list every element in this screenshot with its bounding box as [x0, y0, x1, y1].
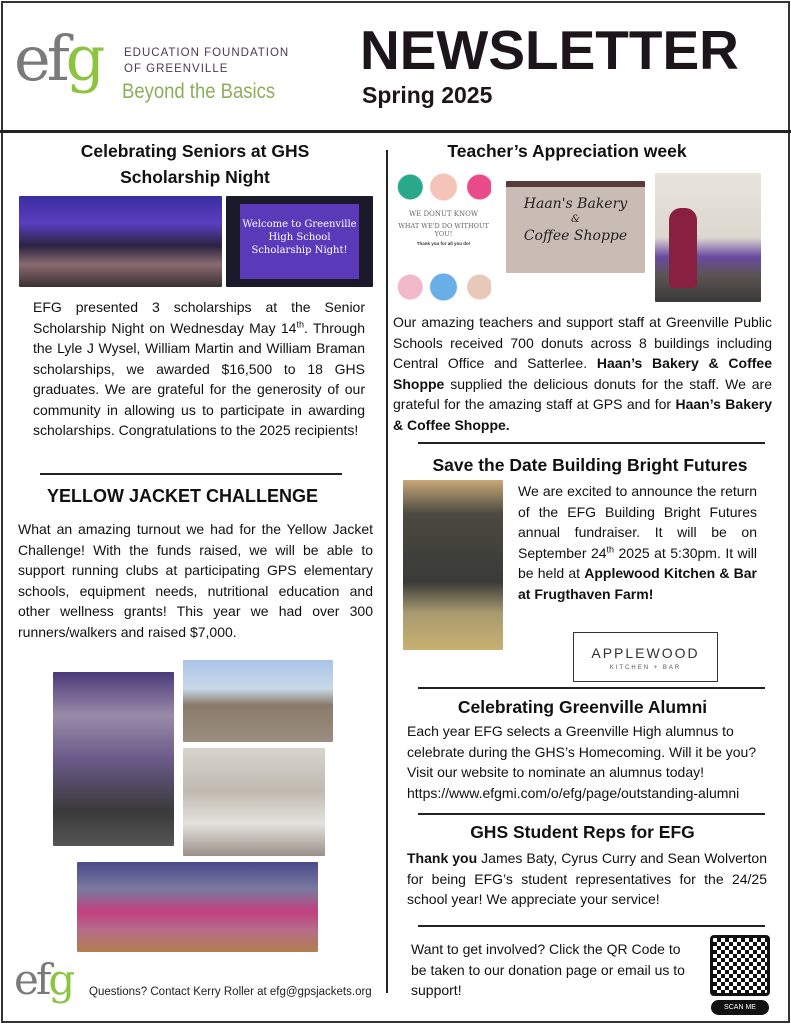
scholarship-night-stage-photo — [19, 196, 222, 287]
slide-text: Welcome to Greenville High School Scholarship Night! — [240, 204, 359, 279]
student-reps-body: Thank you James Baty, Cyrus Curry and Sean Wolverton for being EFG’s student representatives for the 24/25 school year! We appreciate your service! — [407, 850, 767, 907]
event-chalkboard-photo — [403, 480, 503, 650]
yellow-jacket-heading: YELLOW JACKET CHALLENGE — [46, 486, 318, 506]
haans-bakery-sign-photo — [506, 181, 645, 273]
column-divider — [386, 150, 388, 993]
poster-line-3: Thank you for all you do! — [416, 241, 471, 246]
runners-photo — [183, 660, 333, 742]
issue-label: Spring 2025 — [362, 82, 493, 108]
contact-text: Questions? Contact Kerry Roller at efg@gpsjackets.org — [89, 986, 372, 998]
nutrition-class-photo — [183, 748, 325, 856]
donut-icons — [396, 271, 491, 303]
teachers-heading: Teacher’s Appreciation week — [447, 141, 687, 161]
applewood-sub: KITCHEN + BAR — [609, 665, 682, 671]
donut-poster-image — [396, 172, 491, 303]
sign-line-3: Coffee Shoppe — [523, 228, 628, 244]
save-the-date-heading: Save the Date Building Bright Futures — [432, 455, 748, 475]
teacher-with-donuts-photo — [655, 173, 761, 302]
sign-line-2: & — [571, 214, 580, 225]
group-photo — [77, 862, 318, 952]
gym-weights-photo — [53, 672, 174, 846]
footer-efg-logo: efg — [14, 955, 73, 1004]
donut-icons — [396, 172, 491, 202]
header-divider — [0, 130, 791, 133]
sign-line-1: Haan's Bakery — [523, 196, 628, 212]
yellow-jacket-body: What an amazing turnout we had for the Yellow Jacket Challenge! With the funds raised, we will be able to support running clubs at participating GPS elementary schools, equipment needs, nutritional education and other wellness grants! This year we had over 300 runners/walkers and raised $7,000. — [18, 521, 373, 640]
org-name-line2: OF GREENVILLE — [124, 63, 229, 75]
section-divider — [40, 473, 342, 475]
scan-me-badge[interactable]: SCAN ME — [711, 1000, 769, 1015]
poster-line-1: WE DONUT KNOW — [408, 210, 479, 218]
poster-line-2: WHAT WE'D DO WITHOUT YOU! — [398, 222, 489, 238]
person-figure — [669, 208, 697, 288]
applewood-name: APPLEWOOD — [591, 645, 700, 661]
alumni-body: Each year EFG selects a Greenville High alumnus to celebrate during the GHS’s Homecoming. Will it be you? Visit our website to nominate an alumnus today! https://www.efgmi.com/o/efg/page/outstanding-alumni — [407, 723, 757, 801]
logo-letters: efg — [14, 22, 102, 95]
org-name-line1: EDUCATION FOUNDATION — [124, 47, 290, 59]
section-divider — [418, 442, 765, 444]
alumni-link[interactable]: https://www.efgmi.com/o/efg/page/outstanding-alumni — [407, 784, 740, 801]
newsletter-title: NEWSLETTER — [360, 19, 739, 81]
seniors-heading-2: Scholarship Night — [120, 167, 270, 187]
student-reps-heading: GHS Student Reps for EFG — [470, 822, 695, 842]
donation-qr-code[interactable] — [710, 935, 770, 996]
section-divider — [418, 687, 765, 689]
save-the-date-body: We are excited to announce the return of the EFG Building Bright Futures annual fundraiser. It will be on September 24th 2025 at 5:30pm. It will be held at Applewood Kitchen & Bar at Frugthaven Farm! — [518, 483, 757, 602]
scholarship-night-slide-photo — [226, 196, 373, 287]
efg-logo — [14, 18, 304, 113]
alumni-heading: Celebrating Greenville Alumni — [457, 697, 708, 717]
applewood-logo — [573, 632, 718, 682]
get-involved-text: Want to get involved? Click the QR Code to be taken to our donation page or email us to support! — [411, 941, 685, 998]
section-divider — [418, 813, 765, 815]
teachers-body: Our amazing teachers and support staff at Greenville Public Schools received 700 donuts across 8 buildings including Central Office and Satterlee. Haan’s Bakery & Coffee Shoppe supplied the delicious donuts for the staff. We are grateful for the amazing staff at GPS and for Haan’s Bakery & Coffee Shoppe. — [393, 314, 772, 433]
seniors-heading-1: Celebrating Seniors at GHS — [80, 141, 310, 161]
section-divider — [418, 925, 765, 927]
seniors-body: EFG presented 3 scholarships at the Senior Scholarship Night on Wednesday May 14th. Through the Lyle J Wysel, William Martin and William Braman scholarships, we awarded $16,500 to 18 GHS graduates. We are grateful for the generosity of our community in allowing us to participate in awarding scholarships. Congratulations to the 2025 recipients! — [33, 299, 365, 438]
tagline: Beyond the Basics — [122, 80, 276, 103]
